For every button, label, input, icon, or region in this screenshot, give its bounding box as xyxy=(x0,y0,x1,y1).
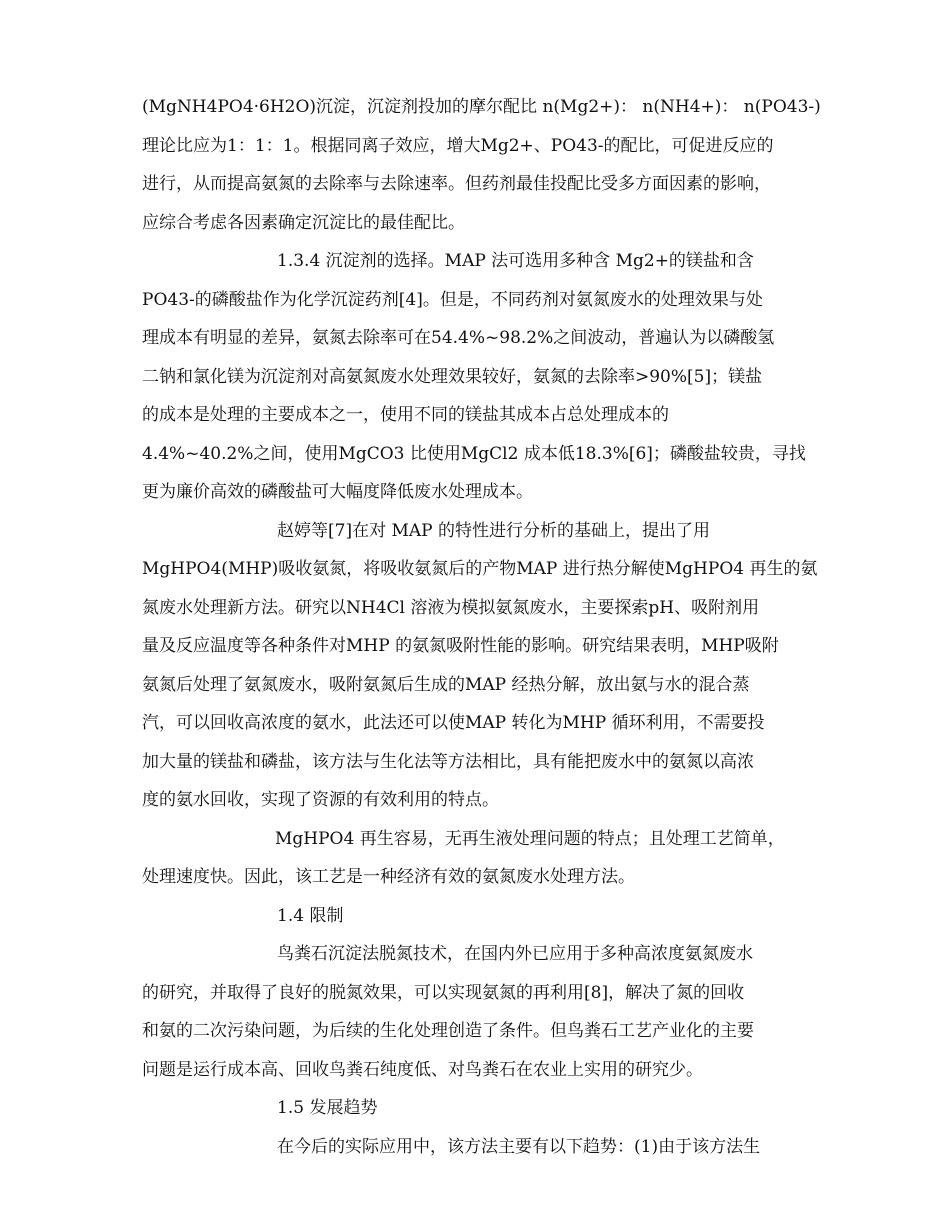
text-line: 处理速度快。因此，该工艺是一种经济有效的氨氮废水处理方法。 xyxy=(142,867,635,887)
text-line: 问题是运行成本高、回收鸟粪石纯度低、对鸟粪石在农业上实用的研究少。 xyxy=(142,1059,703,1080)
text-line: 和氨的二次污染问题，为后续的生化处理创造了条件。但鸟粪石工艺产业化的主要 xyxy=(142,1021,754,1041)
paragraph-start: MgHPO4 再生容易，无再生液处理问题的特点；且处理工艺简单， xyxy=(275,828,785,849)
text-line: 理成本有明显的差异，氨氮去除率可在54.4%~98.2%之间波动，普遍认为以磷酸氢 xyxy=(142,328,775,348)
text-line: PO43-的磷酸盐作为化学沉淀药剂[4]。但是，不同药剂对氨氮废水的处理效果与处 xyxy=(142,289,763,310)
text-line: 度的氨水回收，实现了资源的有效利用的特点。 xyxy=(142,790,499,810)
section-heading-1-4: 1.4 限制 xyxy=(277,905,344,926)
text-line: 的研究，并取得了良好的脱氮效果，可以实现氨氮的再利用[8]，解决了氮的回收 xyxy=(142,982,745,1003)
text-line: MgHPO4(MHP)吸收氨氮，将吸收氨氮后的产物MAP 进行热分解使MgHPO4 再生的氨 xyxy=(142,559,818,579)
document-page xyxy=(142,88,822,1166)
paragraph-start: 赵婷等[7]在对 MAP 的特性进行分析的基础上，提出了用 xyxy=(277,520,711,541)
paragraph-start: 在今后的实际应用中，该方法主要有以下趋势：(1)由于该方法生 xyxy=(277,1136,761,1157)
paragraph-start: 鸟粪石沉淀法脱氮技术，在国内外已应用于多种高浓度氨氮废水 xyxy=(277,944,753,964)
text-line: 4.4%~40.2%之间，使用MgCO3 比使用MgCl2 成本低18.3%[6]；磷酸盐较贵，寻找 xyxy=(142,443,806,464)
text-line: 二钠和氯化镁为沉淀剂对高氨氮废水处理效果较好，氨氮的去除率>90%[5]；镁盐 xyxy=(142,366,763,387)
text-line: 更为廉价高效的磷酸盐可大幅度降低废水处理成本。 xyxy=(142,482,533,502)
text-line: 应综合考虑各因素确定沉淀比的最佳配比。 xyxy=(142,212,465,233)
section-heading-1-3-4: 1.3.4 沉淀剂的选择。MAP 法可选用多种含 Mg2+的镁盐和含 xyxy=(277,251,754,271)
text-line: 加大量的镁盐和磷盐，该方法与生化法等方法相比，具有能把废水中的氨氮以高浓 xyxy=(142,751,754,772)
text-line: 汽，可以回收高浓度的氨水，此法还可以使MAP 转化为MHP 循环利用，不需要投 xyxy=(142,713,765,733)
section-heading-1-5: 1.5 发展趋势 xyxy=(277,1098,378,1118)
text-line: 量及反应温度等各种条件对MHP 的氨氮吸附性能的影响。研究结果表明，MHP吸附 xyxy=(142,636,779,656)
text-line: 氮废水处理新方法。研究以NH4Cl 溶液为模拟氨氮废水，主要探索pH、吸附剂用 xyxy=(142,597,760,618)
text-line: (MgNH4PO4·6H2O)沉淀，沉淀剂投加的摩尔配比 n(Mg2+)： n(NH4+)： n(PO43-) xyxy=(142,97,821,117)
text-line: 的成本是处理的主要成本之一，使用不同的镁盐其成本占总处理成本的 xyxy=(142,405,669,425)
text-line: 氨氮后处理了氨氮废水，吸附氨氮后生成的MAP 经热分解，放出氨与水的混合蒸 xyxy=(142,674,750,695)
text-line: 理论比应为1：1：1。根据同离子效应，增大Mg2+、PO43-的配比，可促进反应的 xyxy=(142,135,774,156)
text-line: 进行，从而提高氨氮的去除率与去除速率。但药剂最佳投配比受多方面因素的影响， xyxy=(142,174,771,194)
